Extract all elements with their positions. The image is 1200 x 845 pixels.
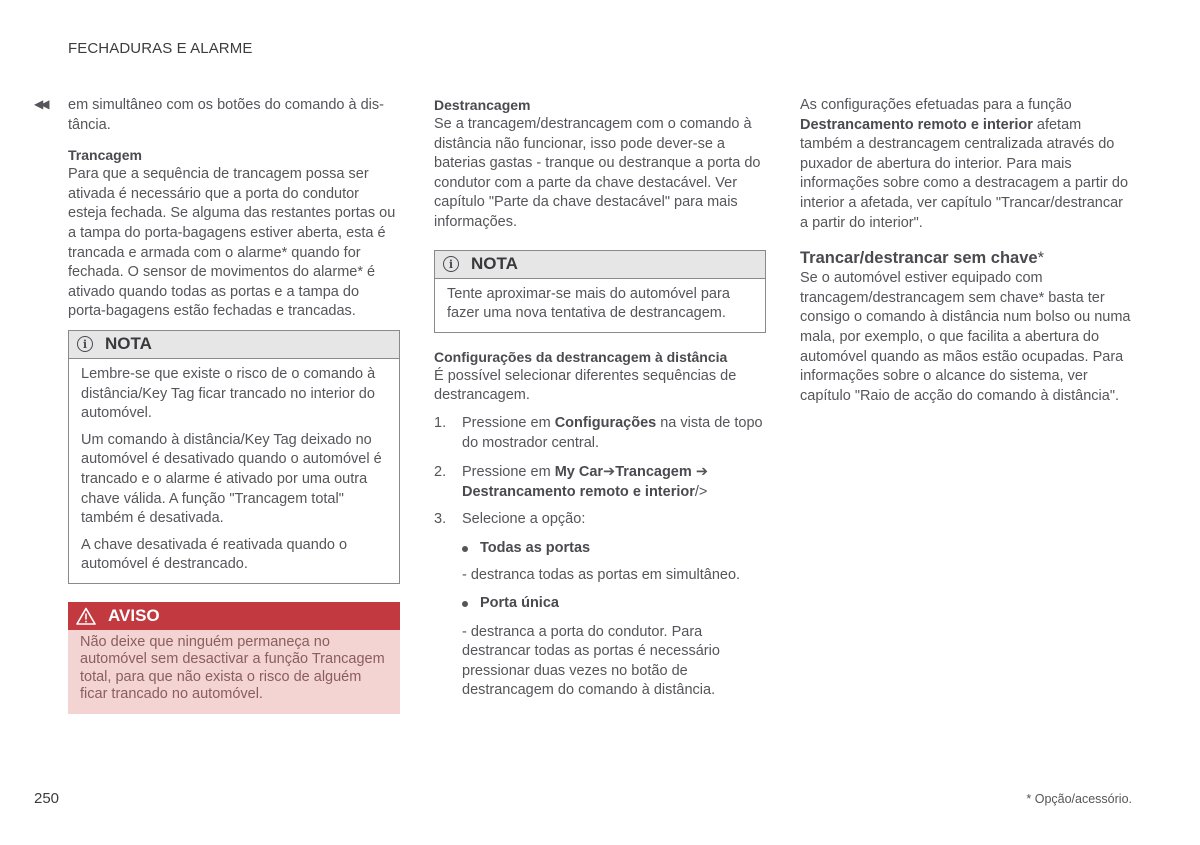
column-3 <box>800 96 1134 406</box>
double-left-arrow-icon[interactable]: ◀◀ <box>34 97 47 111</box>
nota-body-2 <box>435 279 765 332</box>
column-2 <box>434 96 766 701</box>
aviso-body <box>68 630 400 714</box>
step-1-bold: Configurações <box>554 414 657 431</box>
nota-header-2 <box>435 251 765 279</box>
page-header-title: FECHADURAS E ALARME <box>68 40 253 57</box>
destrancagem-text: Se a trancagem/destrancagem com o comando à distância não funcionar, isso pode dever-se a baterias gastas - tranque ou destranque a porta do condutor com a parte da chave destacável. Ver capítulo "Parte da chave destacável" para mais informações. <box>434 116 761 230</box>
option-2-description: - destranca a porta do condutor. Para destrancar todas as portas é necessário pressionar duas vezes no botão de destrancagem do comando à distância. <box>462 623 720 699</box>
bullet-icon <box>462 546 468 552</box>
step-3-number: 3. <box>434 511 447 528</box>
bullet-icon <box>462 601 468 607</box>
step-1-pre: Pressione em <box>462 414 555 431</box>
keyless-heading-asterisk: * <box>1037 249 1044 268</box>
aviso-box <box>68 602 400 714</box>
nota-paragraph-2: Um comando à distância/Key Tag deixado no automóvel é desativado quando o automóvel é trancado e o alarme é ativado por uma outra chave válida. A função "Trancagem total" também é desativada. <box>81 431 382 527</box>
option-porta-unica <box>434 594 766 614</box>
nota-title: NOTA <box>105 334 152 354</box>
footer-note: * Opção/acessório. <box>1026 792 1132 806</box>
option-todas-as-portas <box>434 539 766 559</box>
nota-title-2: NOTA <box>471 254 518 274</box>
step-1-number: 1. <box>434 414 447 431</box>
destrancagem-heading: Destrancagem <box>434 97 531 113</box>
step-2-mycar: My Car <box>554 464 604 481</box>
step-2-pre: Pressione em <box>462 464 555 481</box>
keyless-text: Se o automóvel estiver equipado com trancagem/destrancagem sem chave* basta ter consigo o comando à distância num bolso ou numa mala, por exemplo, o que facilita a abertura do automóvel quando as mãos estão ocupadas. Para informações sobre o alcance do sistema, ver capítulo "Raio de acção do comando à distância". <box>800 270 1131 404</box>
column-1 <box>68 96 400 714</box>
nota-paragraph-3: A chave desativada é reativada quando o automóvel é destrancado. <box>81 536 348 573</box>
config-heading: Configurações da destrancagem à distância <box>434 348 728 365</box>
step-3 <box>434 510 766 530</box>
intro-text <box>800 96 1134 233</box>
step-1-post: na vista de topo do mostrador central. <box>462 414 763 451</box>
nota-box <box>68 330 400 584</box>
keyless-heading-text: Trancar/destrancar sem chave <box>800 249 1038 268</box>
nota-body <box>69 359 399 583</box>
arrow-right-icon: ➔ <box>695 464 708 481</box>
nota-text-2: Tente aproximar-se mais do automóvel para fazer uma nova tentativa de destrancagem. <box>447 285 730 322</box>
nota-paragraph-1: Lembre-se que existe o risco de o comando à distância/Key Tag ficar trancado no interior do automóvel. <box>81 365 376 422</box>
info-icon: i <box>77 336 93 352</box>
step-2-post: /> <box>694 483 708 500</box>
option-2-label: Porta única <box>480 595 559 612</box>
aviso-text: Não deixe que ninguém permaneça no automóvel sem desactivar a função Trancagem total, para que não exista o risco de alguém ficar trancado no automóvel. <box>80 633 385 703</box>
page-number: 250 <box>34 790 60 807</box>
aviso-title: AVISO <box>108 605 160 625</box>
continuation-text: em simultâneo com os botões do comando à dis-tância. <box>68 97 384 133</box>
keyless-heading <box>800 247 1134 269</box>
step-2-number: 2. <box>434 464 447 481</box>
warning-triangle-icon <box>76 607 96 625</box>
step-1 <box>434 414 766 453</box>
config-text: É possível selecionar diferentes sequências de destrancagem. <box>434 367 737 404</box>
step-1-text <box>462 414 766 453</box>
intro-post: afetam também a destrancagem centralizada através do puxador de abertura do interior. Para mais informações sobre como a destracagem a partir do interior a afetada, ver capítulo "Trancar/destrancar a partir do interior". <box>800 116 1129 231</box>
step-2-text <box>462 463 708 502</box>
trancagem-text: Para que a sequência de trancagem possa ser ativada é necessário que a porta do condutor esteja fechada. Se alguma das restantes portas ou a tampa do porta-bagagens estiver aberta, esta é trancada e armada com o alarme* quando for fechada. O sensor de movimentos do alarme* é ativado quando todas as portas e a tampa do porta-bagagens estão fechadas e trancadas. <box>68 166 396 320</box>
step-3-text: Selecione a opção: <box>462 511 586 528</box>
arrow-right-icon: ➔ <box>603 464 616 481</box>
step-2 <box>434 463 766 502</box>
intro-pre: As configurações efetuadas para a função <box>800 97 1072 113</box>
option-1-label: Todas as portas <box>480 539 591 556</box>
step-2-destrancamento: Destrancamento remoto e interior <box>462 483 695 500</box>
intro-bold: Destrancamento remoto e interior <box>800 116 1033 133</box>
step-2-trancagem: Trancagem <box>615 464 692 481</box>
option-1-description: - destranca todas as portas em simultâneo. <box>462 566 741 583</box>
info-icon: i <box>443 256 459 272</box>
trancagem-heading: Trancagem <box>68 147 142 164</box>
aviso-header <box>68 602 400 630</box>
nota-box-2 <box>434 250 766 333</box>
nota-header <box>69 331 399 359</box>
